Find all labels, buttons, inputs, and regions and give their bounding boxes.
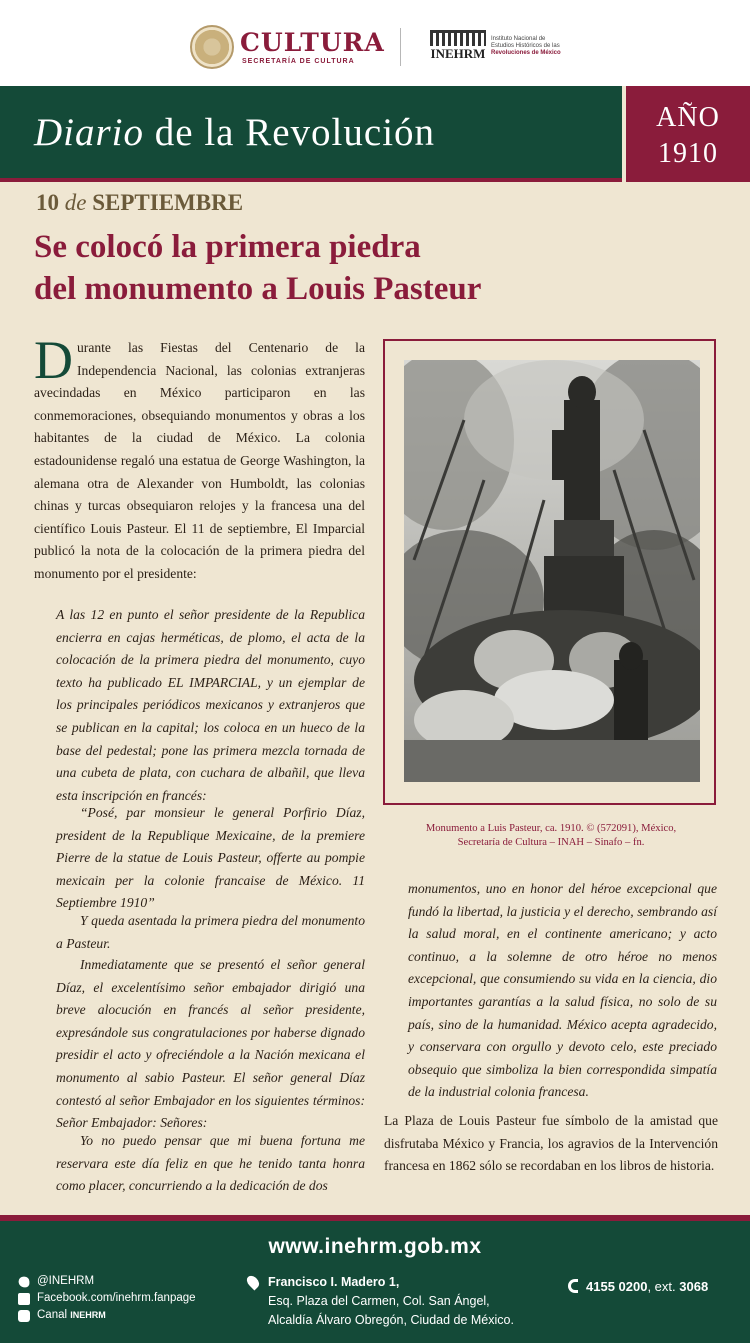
logo-divider	[400, 28, 401, 66]
date-month: SEPTIEMBRE	[92, 190, 244, 215]
headline-line2: del monumento a Louis Pasteur	[34, 271, 482, 307]
institute-name	[491, 36, 571, 57]
drop-cap: D	[34, 330, 73, 390]
header-logos	[0, 0, 750, 86]
facebook-link[interactable]	[18, 1290, 196, 1307]
headline	[34, 226, 634, 310]
quote-paragraph-6: monumentos, uno en honor del héroe excepcional que fundó la libertad, la justicia y el derecho, sembrando así la salud moral, en el continente americano; y acto continuo, a la solemne de otro héroe no menos excepcional, que consumiendo su vida en la ciencia, dio importantes garantías a la salud física, no solo de su país, sino de la humanidad. México acepta agradecido, y conservara con orgullo y devoto celo, este preciado obsequio que simboliza la bien correspondida simpatía de la industrial colonia francesa.	[408, 881, 717, 1100]
monument-photo-illustration	[404, 360, 700, 782]
quote-paragraph-1: A las 12 en punto el señor presidente de la Republica encierra en cajas herméticas, de plomo, el acta de la colocación de la primera piedra del monumento, cuyo texto ha publicado EL IMPARCIAL, y un ejemplar de los principales periódicos mexicanos y extranjeros que se publican en la capital; los coloca en un hueco de la base del pedestal; pone las primera mezcla tornada de una cubeta de plata, con cuchara de albañil, que lleva esta inscripción en francés:	[56, 607, 365, 803]
inehrm-word: INEHRM	[430, 46, 486, 61]
inehrm-logo	[430, 30, 486, 62]
caption-line1: Monumento a Luis Pasteur, ca. 1910. © (572091), México,	[425, 823, 677, 834]
location-pin-icon	[245, 1274, 262, 1291]
date-day: 10	[36, 190, 59, 215]
website-link[interactable]: www.inehrm.gob.mx	[268, 1235, 482, 1258]
national-seal-icon	[190, 25, 234, 69]
address-street: Francisco I. Madero 1,	[268, 1275, 400, 1289]
canal-brand: INEHRM	[70, 1310, 106, 1320]
series-title-italic: Diario	[34, 111, 145, 154]
quote-paragraph-4: Inmediatamente que se presentó el señor general Díaz, el excelentísimo señor embajador dirigió una breve alocución en francés al señor presidente, expresándole sus congratulaciones por haberse dignado presidir el acto y ofreciéndole a la Nación mexicana el monumento al sabio Pasteur. El señor general Díaz contestó al señor Embajador en los siguientes términos: Señor Embajador: Señores:	[56, 957, 365, 1131]
twitter-link[interactable]	[18, 1273, 196, 1290]
year-label: AÑO	[656, 102, 720, 133]
entry-date	[36, 190, 243, 216]
twitter-handle: @INEHRM	[37, 1275, 95, 1287]
secretaria-label: SECRETARÍA DE CULTURA	[242, 58, 355, 65]
youtube-icon	[18, 1310, 30, 1322]
inst-line1: Instituto Nacional de	[491, 36, 546, 42]
canal-label: Canal	[37, 1309, 68, 1321]
band-underline	[0, 178, 622, 182]
phone-number: 4155 0200	[586, 1279, 648, 1294]
address-line3: Alcaldía Álvaro Obregón, Ciudad de México.	[268, 1313, 514, 1327]
intro-paragraph	[34, 330, 365, 586]
footer	[0, 1221, 750, 1343]
headline-line1: Se colocó la primera piedra	[34, 229, 421, 265]
inst-line2: Estudios Históricos de las	[491, 43, 560, 49]
facebook-url: Facebook.com/inehrm.fanpage	[37, 1292, 196, 1304]
series-title-rest: de la Revolución	[144, 111, 436, 154]
series-title	[34, 110, 435, 155]
pasteur-monument-photo	[404, 360, 700, 782]
phone-icon	[568, 1279, 578, 1293]
ext-number: 3068	[679, 1279, 709, 1294]
building-icon	[430, 30, 486, 46]
social-links	[18, 1273, 196, 1324]
facebook-icon	[18, 1293, 30, 1305]
quote-paragraph-2: “Posé, par monsieur le general Porfirio Díaz, president de la Republique Mexicaine, de la premiere Pierre de la statue de Louis Pasteur, offerte au pompie mexicain per la colonie francaise de México. 11 Septiembre 1910”	[56, 805, 365, 911]
inst-line3: Revoluciones de México	[491, 50, 561, 56]
caption-line2: Secretaría de Cultura – INAH – Sinafo – fn.	[457, 837, 645, 848]
date-de: de	[64, 190, 87, 215]
quote-paragraph-3: Y queda asentada la primera piedra del monumento a Pasteur.	[56, 913, 365, 951]
intro-text: urante las Fiestas del Centenario de la Independencia Nacional, las colonias extranjeras avecindadas en México participaron en las conmemoraciones, obsequiando monumentos y obras a los habitantes de la ciudad de México. La colonia estadounidense regaló una estatua de George Washington, la alemana otra de Alexander von Humboldt, las colonias chinas y turcas obsequiaron relojes y la francesa una del científico Louis Pasteur. El 11 de septiembre, El Imparcial publicó la nota de la colocación de la primera piedra del monumento por el presidente:	[34, 340, 365, 581]
address	[252, 1273, 514, 1330]
youtube-link[interactable]	[18, 1307, 196, 1324]
photo-caption	[384, 822, 718, 850]
year-value: 1910	[658, 138, 718, 169]
cultura-logo: CULTURA	[240, 28, 385, 57]
closing-paragraph: La Plaza de Louis Pasteur fue símbolo de la amistad que disfrutaba México y Francia, los agravios de la Intervención francesa en 1862 sólo se recordaban en los libros de historia.	[384, 1113, 718, 1174]
ext-label: , ext.	[647, 1279, 676, 1294]
address-line2: Esq. Plaza del Carmen, Col. San Ángel,	[268, 1294, 490, 1308]
twitter-icon	[19, 1276, 30, 1287]
quote-paragraph-5: Yo no puedo pensar que mi buena fortuna me reservara este día feliz en que he tenido tanta honra como placer, concurriendo a la dedicación de dos	[56, 1133, 365, 1194]
phone-contact	[568, 1279, 708, 1294]
